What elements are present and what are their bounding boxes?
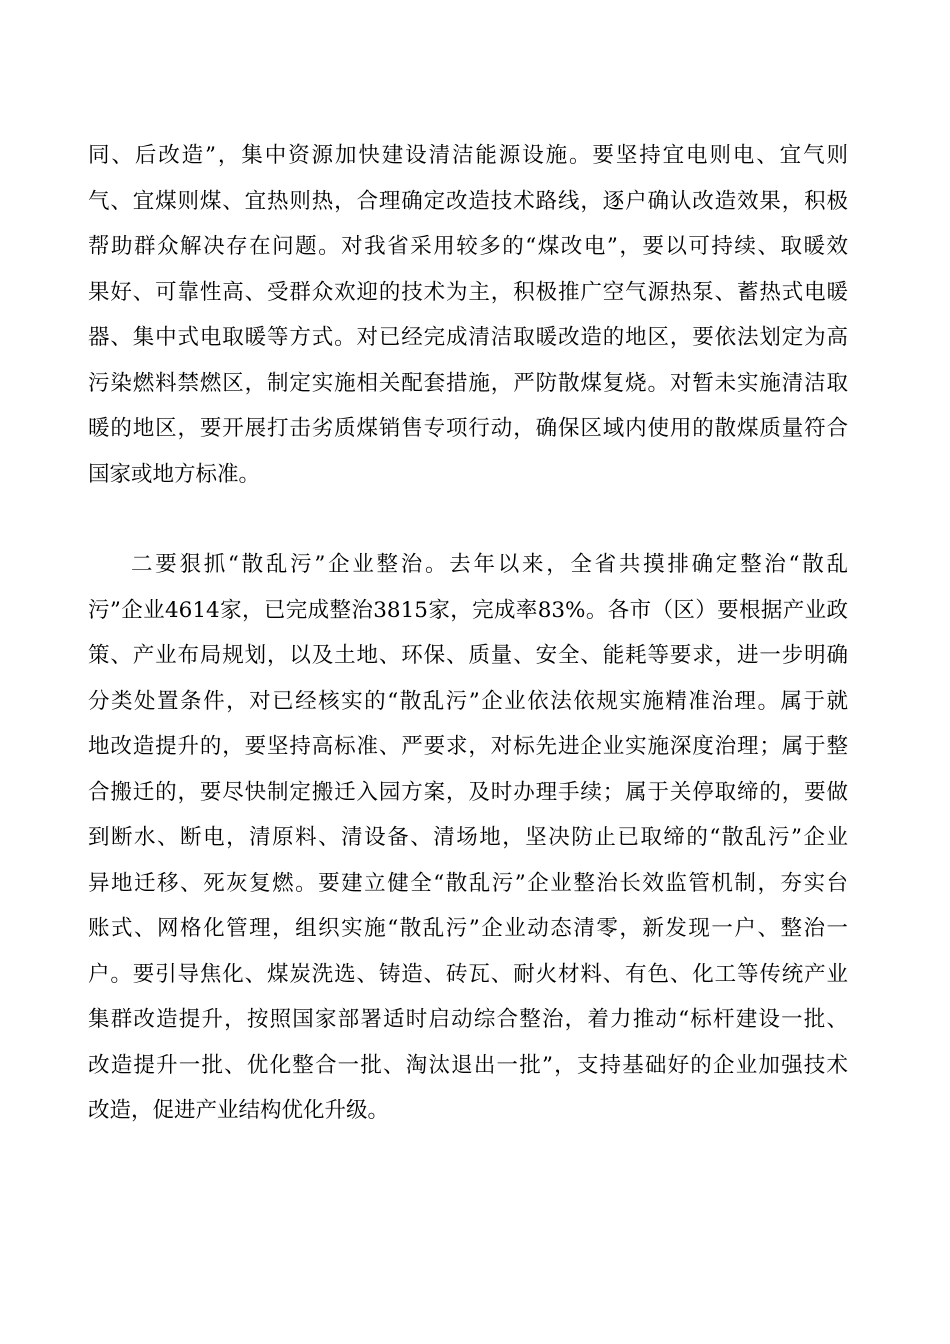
paragraph-enterprise-rectification (88, 542, 848, 1134)
text-line: 帮助群众解决存在问题。对我省采用较多的“煤改电”，要以可持续、取暖效 (88, 234, 848, 259)
text-line: 污”企业4614家，已完成整治3815家，完成率83%。各市（区）要根据产业政 (88, 597, 848, 623)
text-line: 改造提升一批、优化整合一批、淘汰退出一批”，支持基础好的企业加强技术 (88, 1052, 848, 1078)
text-line: 果好、可靠性高、受群众欢迎的技术为主，积极推广空气源热泵、蓄热式电暖 (88, 279, 848, 305)
text-line: 异地迁移、死灰复燃。要建立健全“散乱污”企业整治长效监管机制，夯实台 (88, 870, 848, 896)
paragraph-clean-heating (88, 133, 848, 497)
text-line: 户。要引导焦化、煤炭洗选、铸造、砖瓦、耐火材料、有色、化工等传统产业 (88, 961, 848, 987)
text-line: 改造，促进产业结构优化升级。 (88, 1098, 390, 1123)
text-line: 集群改造提升，按照国家部署适时启动综合整治，着力推动“标杆建设一批、 (88, 1007, 848, 1032)
text-line: 气、宜煤则煤、宜热则热，合理确定改造技术路线，逐户确认改造效果，积极 (88, 188, 848, 214)
text-line: 账式、网格化管理，组织实施“散乱污”企业动态清零，新发现一户、整治一 (88, 916, 848, 941)
text-line: 二要狠抓“散乱污”企业整治。去年以来，全省共摸排确定整治“散乱 (131, 552, 848, 577)
text-line: 合搬迁的，要尽快制定搬迁入园方案，及时办理手续；属于关停取缔的，要做 (88, 779, 848, 805)
text-line: 策、产业布局规划，以及土地、环保、质量、安全、能耗等要求，进一步明确 (88, 643, 848, 668)
text-line: 地改造提升的，要坚持高标准、严要求，对标先进企业实施深度治理；属于整 (88, 734, 848, 759)
text-line: 污染燃料禁燃区，制定实施相关配套措施，严防散煤复烧。对暂未实施清洁取 (88, 370, 848, 396)
text-line: 国家或地方标准。 (88, 461, 261, 487)
text-line: 器、集中式电取暖等方式。对已经完成清洁取暖改造的地区，要依法划定为高 (88, 325, 848, 350)
text-line: 到断水、断电，清原料、清设备、清场地，坚决防止已取缔的“散乱污”企业 (88, 825, 848, 850)
text-line: 同、后改造”，集中资源加快建设清洁能源设施。要坚持宜电则电、宜气则 (88, 143, 848, 168)
text-line: 暖的地区，要开展打击劣质煤销售专项行动，确保区域内使用的散煤质量符合 (88, 416, 848, 441)
text-line: 分类处置条件，对已经核实的“散乱污”企业依法依规实施精准治理。属于就 (88, 688, 848, 714)
